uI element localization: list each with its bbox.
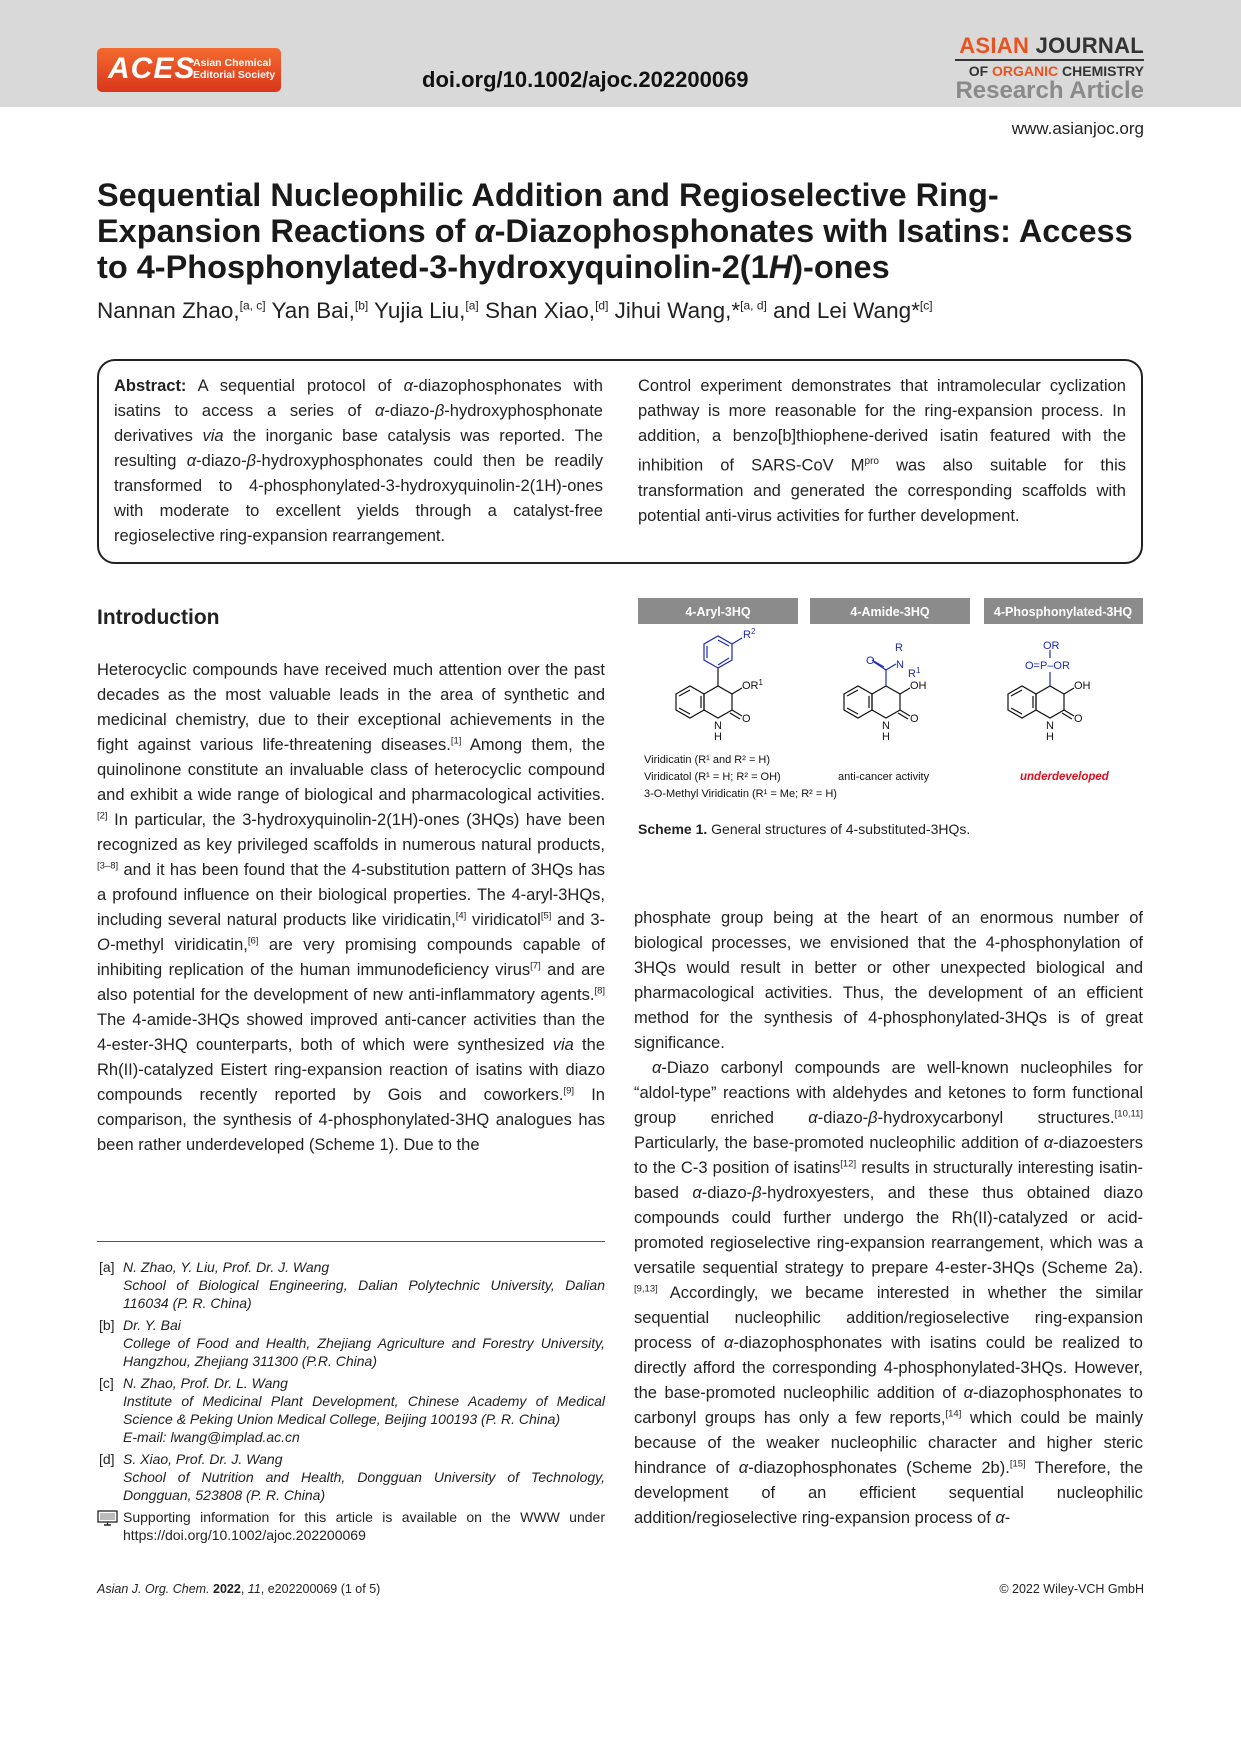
structure-aryl-3hq (676, 636, 742, 719)
computer-icon (97, 1510, 118, 1527)
title-line-2: Expansion Reactions of α-Diazophosphonates with Isatins: Access (97, 213, 1133, 249)
amide-o-label: O (866, 655, 875, 667)
citation-marker[interactable]: [7] (530, 960, 541, 972)
phos-oh-label: OH (1074, 680, 1091, 692)
scheme-box-phosphonylated-label: 4-Phosphonylated-3HQ (993, 605, 1133, 619)
citation-marker[interactable]: [10,11] (1114, 1108, 1143, 1120)
phos-h-label: H (1046, 731, 1054, 743)
citation-marker[interactable]: [8] (594, 985, 605, 997)
citation-marker[interactable]: [3–8] (97, 860, 119, 872)
affiliation-footnotes (97, 1258, 605, 1544)
citation-footer: Asian J. Org. Chem. 2022, 11, e202200069 (1 of 5) (97, 1582, 381, 1596)
author-affiliation-marker: [d] (595, 298, 609, 313)
author-name: Yan Bai, (265, 298, 355, 323)
author-affiliation-marker: [a, d] (740, 298, 767, 313)
doi-link[interactable]: doi.org/10.1002/ajoc.202200069 (422, 67, 749, 92)
aryl-or1-label: $OR^1$ (742, 678, 763, 692)
citation-marker[interactable]: [1] (450, 735, 462, 747)
author-name: Yujia Liu, (368, 298, 466, 323)
right-paragraph-1: phosphate group being at the heart of an enormous number of biological processes, we envisioned that the 4-phosphonylation of 3HQs would result in better or other unexpected biological and pharmacological activities. Thus, the development of an efficient method for the synthesis of 4-phosphonylated-3HQs is of great significance. (634, 909, 1143, 1052)
citation-marker[interactable]: [9] (563, 1085, 575, 1097)
aces-logo[interactable] (97, 48, 281, 92)
abstract-label: Abstract: (114, 377, 187, 395)
affiliation-footnote: [d] S. Xiao, Prof. Dr. J. Wang School of Nutrition and Health, Dongguan University of Technology, Dongguan, 523808 (P. R. China) (99, 1451, 605, 1503)
viridicatin-label: Viridicatin (R¹ and R² = H) (644, 754, 771, 766)
aryl-h-label: H (714, 731, 722, 743)
affiliation-footnote: [a] N. Zhao, Y. Liu, Prof. Dr. J. Wang School of Biological Engineering, Dalian Polytechnic University, Dalian 116034 (P. R. China) (99, 1259, 605, 1311)
citation-marker[interactable]: [15] (1009, 1458, 1026, 1470)
abstract-text-left: A sequential protocol of α-diazophosphonates with isatins to access a series of α-diazo-β-hydroxyphosphonate derivatives via the inorganic base catalysis was reported. The resulting α-diazo-β-hydroxyphosphonates could then be readily transformed to 4-phosphonylated-3-hydroxyquinolin-2(1H)-ones with moderate to excellent yields through a catalyst-free regioselective ring-expansion rearrangement. (114, 377, 604, 545)
scheme-box-amide-label: 4-Amide-3HQ (850, 605, 930, 619)
author-name: and Lei Wang* (766, 298, 920, 323)
footnote-divider (97, 1241, 605, 1242)
amide-n-label: N (896, 659, 904, 671)
journal-line-1: ASIAN JOURNAL (959, 33, 1144, 58)
author-name: Shan Xiao, (478, 298, 596, 323)
abstract-left-column (114, 374, 603, 549)
scheme-1-figure (638, 598, 1143, 808)
phos-o-label: O (1074, 713, 1083, 725)
methyl-viridicatin-label: 3-O-Methyl Viridicatin (R¹ = Me; R² = H) (644, 788, 837, 800)
article-title (97, 177, 1147, 285)
copyright-footer: © 2022 Wiley-VCH GmbH (999, 1582, 1144, 1596)
contact-email[interactable]: E-mail: lwang@implad.ac.cn (123, 1429, 300, 1445)
author-affiliation-marker: [b] (354, 298, 369, 313)
citation-marker[interactable]: [4] (455, 910, 467, 922)
anti-cancer-label: anti-cancer activity (838, 771, 930, 783)
affiliation-footnote: [b] Dr. Y. Bai College of Food and Health, Zhejiang Agriculture and Forestry University, Hangzhou, Zhejiang 311300 (P.R. China) (99, 1317, 605, 1369)
author-list (97, 298, 933, 324)
viridicatol-label: Viridicatol (R¹ = H; R² = OH) (644, 771, 781, 783)
aryl-nh-label: N (714, 720, 722, 732)
author-name: Nannan Zhao, (97, 298, 240, 323)
introduction-paragraph: Heterocyclic compounds have received much attention over the past decades as the most valuable leads in the area of synthetic and medicinal chemistry, due to their exceptional achievements in the fight against various life-threatening diseases.[1] Among them, the quinolinone constitute an invaluable class of heterocyclic compound and exhibit a wide range of biological and pharmacological activities.[2] In particular, the 3-hydroxyquinolin-2(1H)-ones (3HQs) have been recognized as key privileged scaffolds in numerous natural products,[3–8] and it has been found that the 4-substitution pattern of 3HQs has a profound influence on their biological properties. The 4-aryl-3HQs, including several natural products like viridicatin,[4] viridicatol[5] and 3-O-methyl viridicatin,[6] are very promising compounds capable of inhibiting replication of the human immunodeficiency virus[7] and are also potential for the development of new anti-inflammatory agents.[8] The 4-amide-3HQs showed improved anti-cancer activities than the 4-ester-3HQ counterparts, both of which were synthesized via the Rh(II)-catalyzed Eistert ring-expansion reaction of isatins with diazo compounds recently reported by Gois and coworkers.[9] In comparison, the synthesis of 4-phosphonylated-3HQ analogues has been rather underdeveloped (Scheme 1). Due to the (97, 661, 606, 1154)
author-name: Jihui Wang,* (608, 298, 741, 323)
scheme-caption-text: General structures of 4-substituted-3HQs. (707, 821, 971, 837)
scheme-1-caption (638, 821, 970, 837)
title-line-3: to 4-Phosphonylated-3-hydroxyquinolin-2(1H)-ones (97, 249, 890, 285)
abstract-right-column: Control experiment demonstrates that intramolecular cyclization pathway is more reasonable for the ring-expansion process. In addition, a benzo[b]thiophene-derived isatin featured with the inhibition of SARS-CoV $M^{pro}$ was also suitable for this transformation and generated the corresponding scaffolds with potential anti-virus activities for further development. (638, 377, 1126, 525)
amide-nh-label: N (882, 720, 890, 732)
amide-oh-label: OH (910, 680, 927, 692)
citation-marker[interactable]: [9,13] (634, 1283, 658, 1295)
aces-logo-subtitle-2: Editorial Society (193, 69, 276, 81)
journal-divider (955, 59, 1144, 61)
journal-line-2: OF ORGANIC CHEMISTRY (968, 63, 1144, 79)
amide-r-label: R (895, 642, 903, 654)
aces-logo-text: ACES (108, 52, 196, 85)
introduction-heading: Introduction (97, 606, 220, 629)
amide-o2-label: O (910, 713, 919, 725)
journal-website-link[interactable]: www.asianjoc.org (1011, 119, 1144, 138)
author-affiliation-marker: [c] (919, 298, 933, 313)
right-paragraph-2: α-Diazo carbonyl compounds are well-known nucleophiles for “aldol-type” reactions with aldehydes and ketones to form functional group enriched α-diazo-β-hydroxycarbonyl structures.[10,11] Particularly, the base-promoted nucleophilic addition of α-diazoesters to the C-3 position of isatins[12] results in structurally interesting isatin-based α-diazo-β-hydroxyesters, and these thus obtained diazo compounds could further undergo the Rh(II)-catalyzed or acid-promoted regioselective ring-expansion rearrangement, which was a versatile sequential strategy to prepare 4-ester-3HQs (Scheme 2a).[9,13] Accordingly, we became interested in whether the similar sequential nucleophilic addition/regioselective ring-expansion process of α-diazophosphonates with isatins could be realized to directly afford the corresponding 4-phosphonylated-3HQs. However, the base-promoted nucleophilic addition of α-diazophosphonates to carbonyl groups has only a few reports,[14] which could be mainly because of the weaker nucleophilic character and higher steric hindrance of α-diazophosphonates (Scheme 2b).[15] Therefore, the development of an efficient sequential nucleophilic addition/regioselective ring-expansion process of α- (634, 1059, 1143, 1527)
phos-p-label: O=P–OR (1025, 660, 1070, 672)
underdeveloped-label: underdeveloped (1020, 771, 1109, 783)
aryl-o-label: O (742, 713, 751, 725)
scheme-box-aryl-label: 4-Aryl-3HQ (685, 605, 751, 619)
affiliation-footnote: [c] N. Zhao, Prof. Dr. L. Wang Institute of Medicinal Plant Development, Chinese Academy of Medical Science & Peking Union Medical College, Beijing 100193 (P. R. China) E-mail: lwang@implad.ac.cn (99, 1375, 605, 1445)
phos-or-top-label: OR (1043, 640, 1060, 652)
citation-marker[interactable]: [5] (540, 910, 552, 922)
supporting-info-note[interactable]: Supporting information for this article is available on the WWW under https://doi.org/10.1002/ajoc.202200069 (97, 1508, 605, 1544)
citation-marker[interactable]: [14] (945, 1408, 962, 1420)
amide-r1-label: $R^1$ (908, 666, 921, 680)
journal-logo[interactable] (955, 34, 1144, 103)
aces-logo-subtitle-1: Asian Chemical (193, 57, 272, 69)
title-line-1: Sequential Nucleophilic Addition and Regioselective Ring- (97, 177, 999, 213)
amide-h-label: H (882, 731, 890, 743)
citation-marker[interactable]: [12] (840, 1158, 857, 1170)
aryl-r2-label: $R^2$ (743, 627, 756, 641)
article-type: Research Article (955, 77, 1144, 104)
introduction-text (97, 658, 605, 1158)
citation-marker[interactable]: [2] (97, 810, 108, 822)
right-column-text (634, 906, 1143, 1531)
author-affiliation-marker: [a, c] (239, 298, 266, 313)
author-affiliation-marker: [a] (465, 298, 479, 313)
scheme-caption-label: Scheme 1. (638, 821, 708, 837)
phos-nh-label: N (1046, 720, 1054, 732)
citation-marker[interactable]: [6] (247, 935, 259, 947)
